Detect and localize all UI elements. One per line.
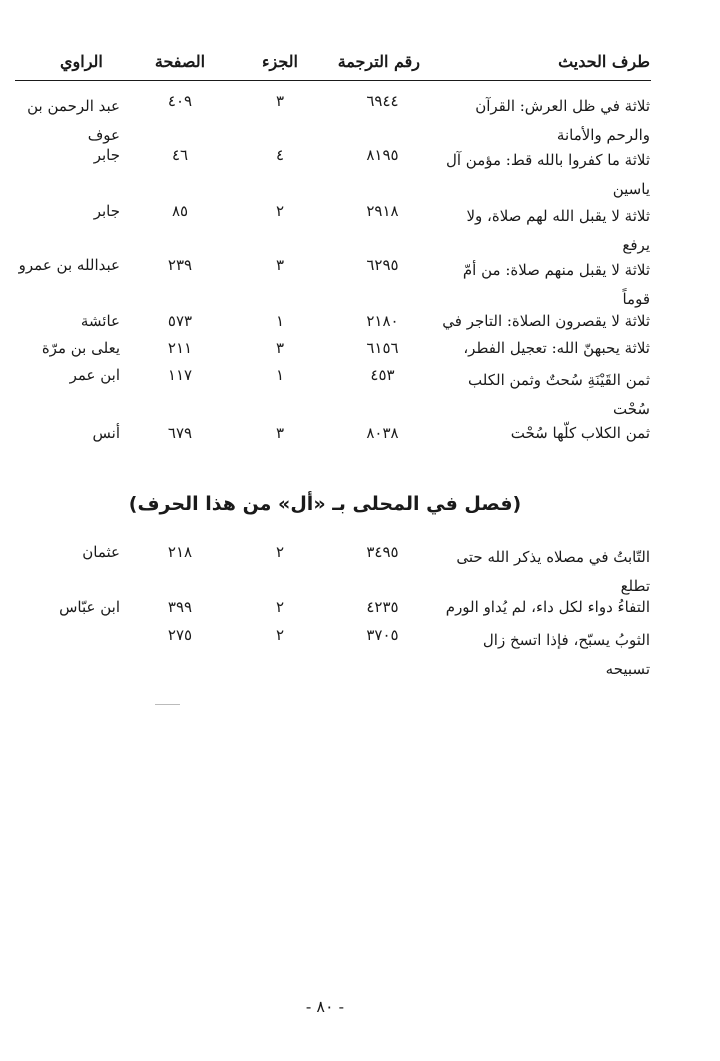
row-juz: ٢ (275, 202, 285, 220)
row-rawi: أنس (92, 424, 120, 442)
row-page: ١١٧ (167, 366, 193, 384)
divider (155, 704, 180, 705)
row-hadith: ثلاثة يحبهنّ الله: تعجيل الفطر، (463, 339, 650, 357)
row-juz: ٣ (275, 339, 285, 357)
row-rawi: يعلى بن مرّة (41, 339, 120, 357)
row-rawi: ابن عمر (69, 366, 120, 384)
row-tarjama: ٣٧٠٥ (366, 626, 399, 644)
row-page: ٣٩٩ (167, 598, 193, 616)
row-page: ٢١٨ (167, 543, 193, 561)
row-page: ٨٥ (171, 202, 189, 220)
header-rule (15, 80, 651, 81)
header-tarjama: رقم الترجمة (337, 52, 420, 71)
row-juz: ٣ (275, 256, 285, 274)
row-juz: ٢ (275, 626, 285, 644)
row-page: ٢٣٩ (167, 256, 193, 274)
row-hadith: ثلاثة لا يقصرون الصلاة: التاجر في (442, 312, 650, 330)
row-rawi: جابر (93, 202, 120, 220)
row-juz: ٣ (275, 424, 285, 442)
row-hadith: التفاءُ دواء لكل داء، لم يُداو الورم (445, 598, 650, 616)
header-rawi: الراوي (60, 52, 103, 71)
row-tarjama: ٨١٩٥ (366, 146, 399, 164)
row-page: ٢٧٥ (167, 626, 193, 644)
row-hadith: ثلاثة ما كفروا بالله قط: مؤمن آل ياسين (445, 151, 650, 198)
section-title: (فصل في المحلى بـ «أل» من هذا الحرف) (128, 493, 522, 515)
row-page: ٥٧٣ (167, 312, 193, 330)
row-tarjama: ٦٢٩٥ (366, 256, 399, 274)
row-rawi: ابن عبّاس (59, 598, 120, 616)
row-tarjama: ٦٩٤٤ (366, 92, 399, 110)
row-rawi: عبد الرحمن بن عوف (27, 97, 120, 144)
row-tarjama: ٨٠٣٨ (366, 424, 399, 442)
row-hadith: ثمن القَيْنَةِ سُحتٌ وثمن الكلب سُحْت (468, 371, 650, 418)
row-page: ٢١١ (167, 339, 193, 357)
row-hadith: الثوبُ يسبّح، فإذا اتسخ زال تسبيحه (482, 631, 650, 678)
row-juz: ٢ (275, 543, 285, 561)
row-tarjama: ٣٤٩٥ (366, 543, 399, 561)
page-number: - ٨٠ - (305, 997, 345, 1016)
row-rawi: عبدالله بن عمرو (18, 256, 120, 274)
row-tarjama: ٢٩١٨ (366, 202, 399, 220)
row-tarjama: ٦١٥٦ (366, 339, 399, 357)
row-juz: ٤ (275, 146, 285, 164)
row-page: ٤٠٩ (167, 92, 193, 110)
header-juz: الجزء (262, 52, 298, 71)
header-hadith: طرف الحديث (558, 52, 650, 71)
row-juz: ١ (275, 312, 285, 330)
row-rawi: جابر (93, 146, 120, 164)
row-page: ٤٦ (171, 146, 189, 164)
table-header (15, 52, 650, 78)
row-hadith: ثمن الكلاب كلّها سُحْت (510, 424, 650, 442)
row-rawi: عثمان (82, 543, 120, 561)
row-juz: ١ (275, 366, 285, 384)
row-hadith: التّابتُ في مصلاه يذكر الله حتى تطلع (456, 548, 650, 595)
row-tarjama: ٢١٨٠ (366, 312, 399, 330)
row-hadith: ثلاثة في ظل العرش: القرآن والرحم والأمانة (475, 97, 650, 144)
row-tarjama: ٤٢٣٥ (366, 598, 399, 616)
row-tarjama: ٤٥٣ (370, 366, 395, 384)
row-juz: ٢ (275, 598, 285, 616)
row-hadith: ثلاثة لا يقبل الله لهم صلاة، ولا يرفع (466, 207, 650, 254)
row-page: ٦٧٩ (167, 424, 193, 442)
header-page: الصفحة (154, 52, 206, 71)
row-hadith: ثلاثة لا يقبل منهم صلاة: من أمّ قوماً (462, 261, 650, 308)
row-juz: ٣ (275, 92, 285, 110)
row-rawi: عائشة (80, 312, 120, 330)
